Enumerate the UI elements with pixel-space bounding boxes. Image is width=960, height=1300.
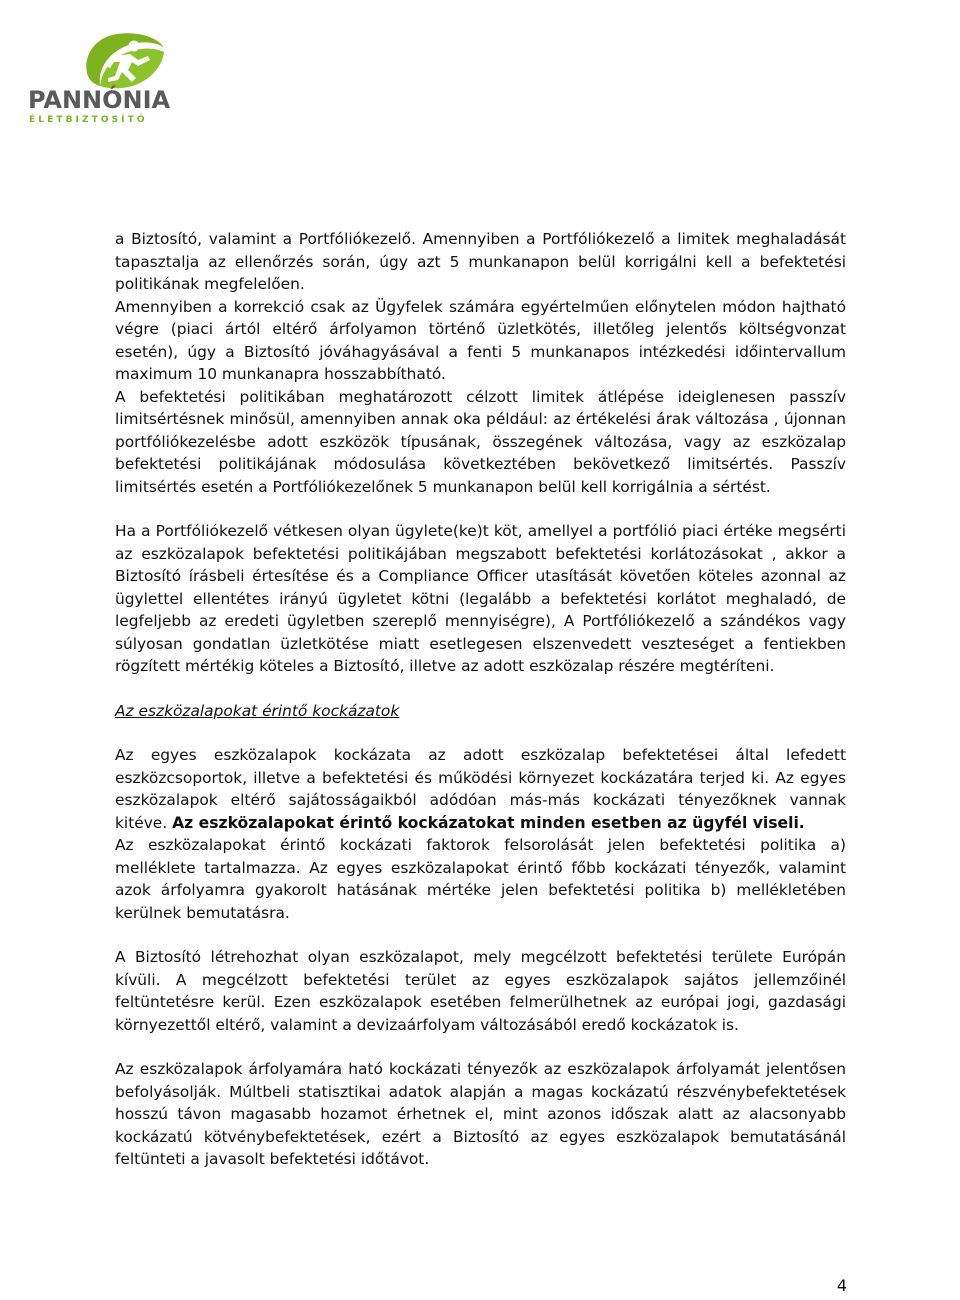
section-heading-risks: Az eszközalapokat érintő kockázatok xyxy=(115,701,400,720)
client-bears-risk-statement: Az eszközalapokat érintő kockázatokat minden esetben az ügyfél viseli. xyxy=(172,813,805,832)
paragraph-limit-correction: a Biztosító, valamint a Portfóliókezelő. Amennyiben a Portfóliókezelő a limitek meghaladását tapasztalja az ellenőrzés során, úgy azt 5 munkanapon belül korrigálni kell a befektetési politikának megfelelően. xyxy=(115,230,846,293)
document-body xyxy=(115,228,846,1171)
paragraph-culpable-transaction: Ha a Portfóliókezelő vétkesen olyan ügylete(ke)t köt, amellyel a portfólió piaci értéke megsérti az eszközalapok befektetési politikájában megszabott befektetési korlátozásokat , akkor a Biztosító írásbeli értesítése és a Compliance Officer utasítását követően köteles azonnal az ügylettel ellentétes irányú ügyletet kötni (legalább a befektetési korlátot meghaladó, de legfeljebb az eredeti ügyletben szereplő mennyiségre), A Portfóliókezelő a szándékos vagy súlyosan gondatlan üzletkötése miatt esetlegesen elszenvedett veszteséget a fentiekben rögzített mértékig köteles a Biztosító, illetve az adott eszközalap részére megtéríteni. xyxy=(115,522,846,675)
runner-logo-icon xyxy=(78,30,168,92)
paragraph-risk-factors-annex: Az eszközalapokat érintő kockázati faktorok felsorolását jelen befektetési politika a) melléklete tartalmazza. Az egyes eszközalapokat érintő főbb kockázati tényezők, valamint azok árfolyamra gyakorolt hatásának mértéke jelen befektetési politika b) mellékletében kerülnek bemutatásra. xyxy=(115,836,846,922)
paragraph-price-risk-factors: Az eszközalapok árfolyamára ható kockázati tényezők az eszközalapok árfolyamát jelentősen befolyásolják. Múltbeli statisztikai adatok alapján a magas kockázatú részvénybefektetések hosszú távon magasabb hozamot érhetnek el, mint azonos időszak alatt az alacsonyabb kockázatú kötvénybefektetések, ezért a Biztosító az egyes eszközalapok bemutatásánál feltünteti a javasolt befektetési időtávot. xyxy=(115,1060,846,1168)
fund-risks-text: Az egyes eszközalapok kockázata az adott eszközalap befektetései által lefedett eszközcsoportok, illetve a befektetési és működési környezet kockázatára terjed ki. Az egyes eszközalapok eltérő sajátosságaikból adódóan más-más kockázati tényezőknek vannak kitéve. xyxy=(115,746,846,832)
pannonia-logo xyxy=(28,30,203,135)
paragraph-fund-risks xyxy=(115,744,846,834)
paragraph-passive-limit-breach: A befektetési politikában meghatározott célzott limitek átlépése ideiglenesen passzív limitsértésnek minősül, amennyiben annak oka például: az értékelési árak változása , újonnan portfóliókezelésbe adott eszközök típusának, összegének változása, vagy az eszközalap befektetési politikájának módosulása következtében bekövetkező limitsértés. Passzív limitsértés esetén a Portfóliókezelőnek 5 munkanapon belül kell korrigálnia a sértést. xyxy=(115,387,846,496)
page-number: 4 xyxy=(836,1276,847,1295)
paragraph-correction-extension: Amennyiben a korrekció csak az Ügyfelek számára egyértelműen előnytelen módon hajtható végre (piaci ártól eltérő árfolyamon történő üzletkötés, illetőleg jelentős költségvonzat esetén), úgy a Biztosító jóváhagyásával a fenti 5 munkanapos intézkedési időintervallum maximum 10 munkanapra hosszabbítható. xyxy=(115,297,846,383)
paragraph-non-european-funds: A Biztosító létrehozhat olyan eszközalapot, mely megcélzott befektetési területe Európán kívüli. A megcélzott befektetési terület az egyes eszközalapok sajátos jellemzőinél feltüntetésre kerül. Ezen eszközalapok esetében felmerülhetnek az európai jogi, gazdasági környezettől eltérő, valamint a devizaárfolyam változásából eredő kockázatok is. xyxy=(115,948,846,1034)
logo-tagline: ÉLETBIZTOSÍTÓ xyxy=(29,115,148,125)
logo-name: PANNÓNIA xyxy=(28,86,171,114)
